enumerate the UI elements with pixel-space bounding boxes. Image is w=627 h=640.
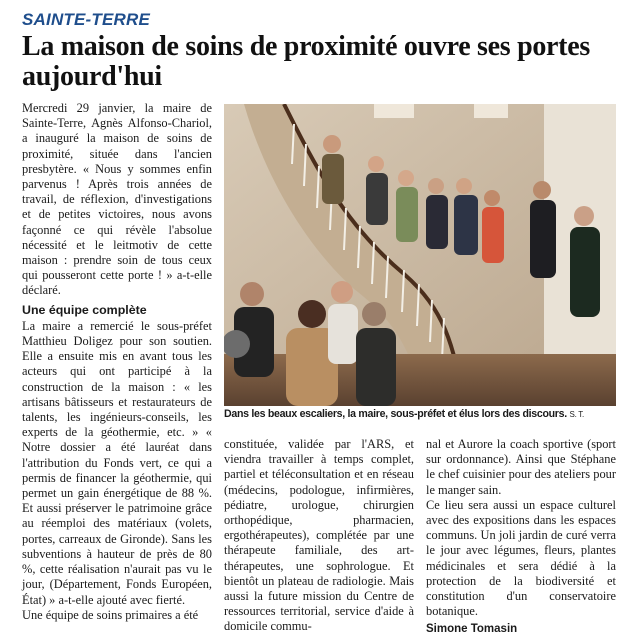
photo-caption (224, 408, 616, 421)
subheading: Une équipe complète (22, 302, 147, 317)
article-headline: La maison de soins de proximité ouvre ses portes aujourd'hui (22, 31, 590, 92)
article-photo (224, 104, 616, 406)
section-kicker: SAINTE-TERRE (22, 10, 151, 29)
article-column-3 (426, 437, 616, 638)
caption-text: Dans les beaux escaliers, la maire, sous-préfet et élus lors des discours. (224, 408, 567, 420)
paragraph-care-team: Une équipe de soins primaires a été (22, 607, 199, 622)
photo-credit: S. T. (569, 410, 584, 419)
paragraph-intro: Mercredi 29 janvier, la maire de Sainte-Terre, Agnès Alfonso-Chariol, a inauguré la maison de soins de proximité, située dans l'ancien presbytère. « Nous y sommes enfin parvenus ! Après trois années de travail, de réflexion, d'investigations et de petites victoires, nous avons façonné ce qui révèle l'absolue nécessité et le leitmotiv de cette maison : prendre soin de tous ceux qui pousseront cette porte ! » a-t-elle déclaré. (22, 101, 212, 298)
paragraph-culture: Ce lieu sera aussi un espace culturel avec des expositions dans les espaces communs. Un joli jardin de curé verra le jour avec légumes, fleurs, plantes médicinales et sera dédié à la protection de la biodiversité et constitution d'un conservatoire botanique. (426, 497, 616, 619)
article-column-2 (224, 437, 414, 635)
article-column-1 (22, 101, 212, 623)
paragraph-staff: constituée, validée par l'ARS, et viendra travailler à temps complet, partiel et téléconsultation et en réseau (médecins, podologue, infirmières, pédiatre, urologue, chirurgien orthopédique, pharmacien, ergothérapeutes), complétée par une thérapeute familiale, des art-thérapeutes, une sophrologue. Et bientôt un plateau de radiologie. Mais aussi la future mission du Centre de ressources territorial, service d'aide à domicile commu- (224, 437, 414, 634)
paragraph-coach: nal et Aurore la coach sportive (sport sur ordonnance). Ainsi que Stéphane le chef cuisinier pour des ateliers pour le manger sain. (426, 437, 616, 497)
author-signature: Simone Tomasin (426, 623, 518, 636)
paragraph-team: La maire a remercié le sous-préfet Matthieu Doligez pour son soutien. Elle a ensuite mis en avant tous les acteurs qui ont participé à la construction de la maison : « les artisans bâtisseurs et restaurateurs de talents, les ingénieurs-conseils, les experts de la géothermie, etc. » « Notre dossier a été lauréat dans l'attribution du Fonds vert, ce qui a permis de financer la géothermie, qui permet un gain énergétique de 88 %. Et aussi préserver le patrimoine grâce au réemploi des matériaux (volets, portes, carreaux de Gironde). Sans les subventions à hauteur de près de 80 %, cette réalisation n'aurait pas vu le jour, (Département, Fonds Européen, État) » a-t-elle ajouté avec fierté. (22, 318, 212, 607)
